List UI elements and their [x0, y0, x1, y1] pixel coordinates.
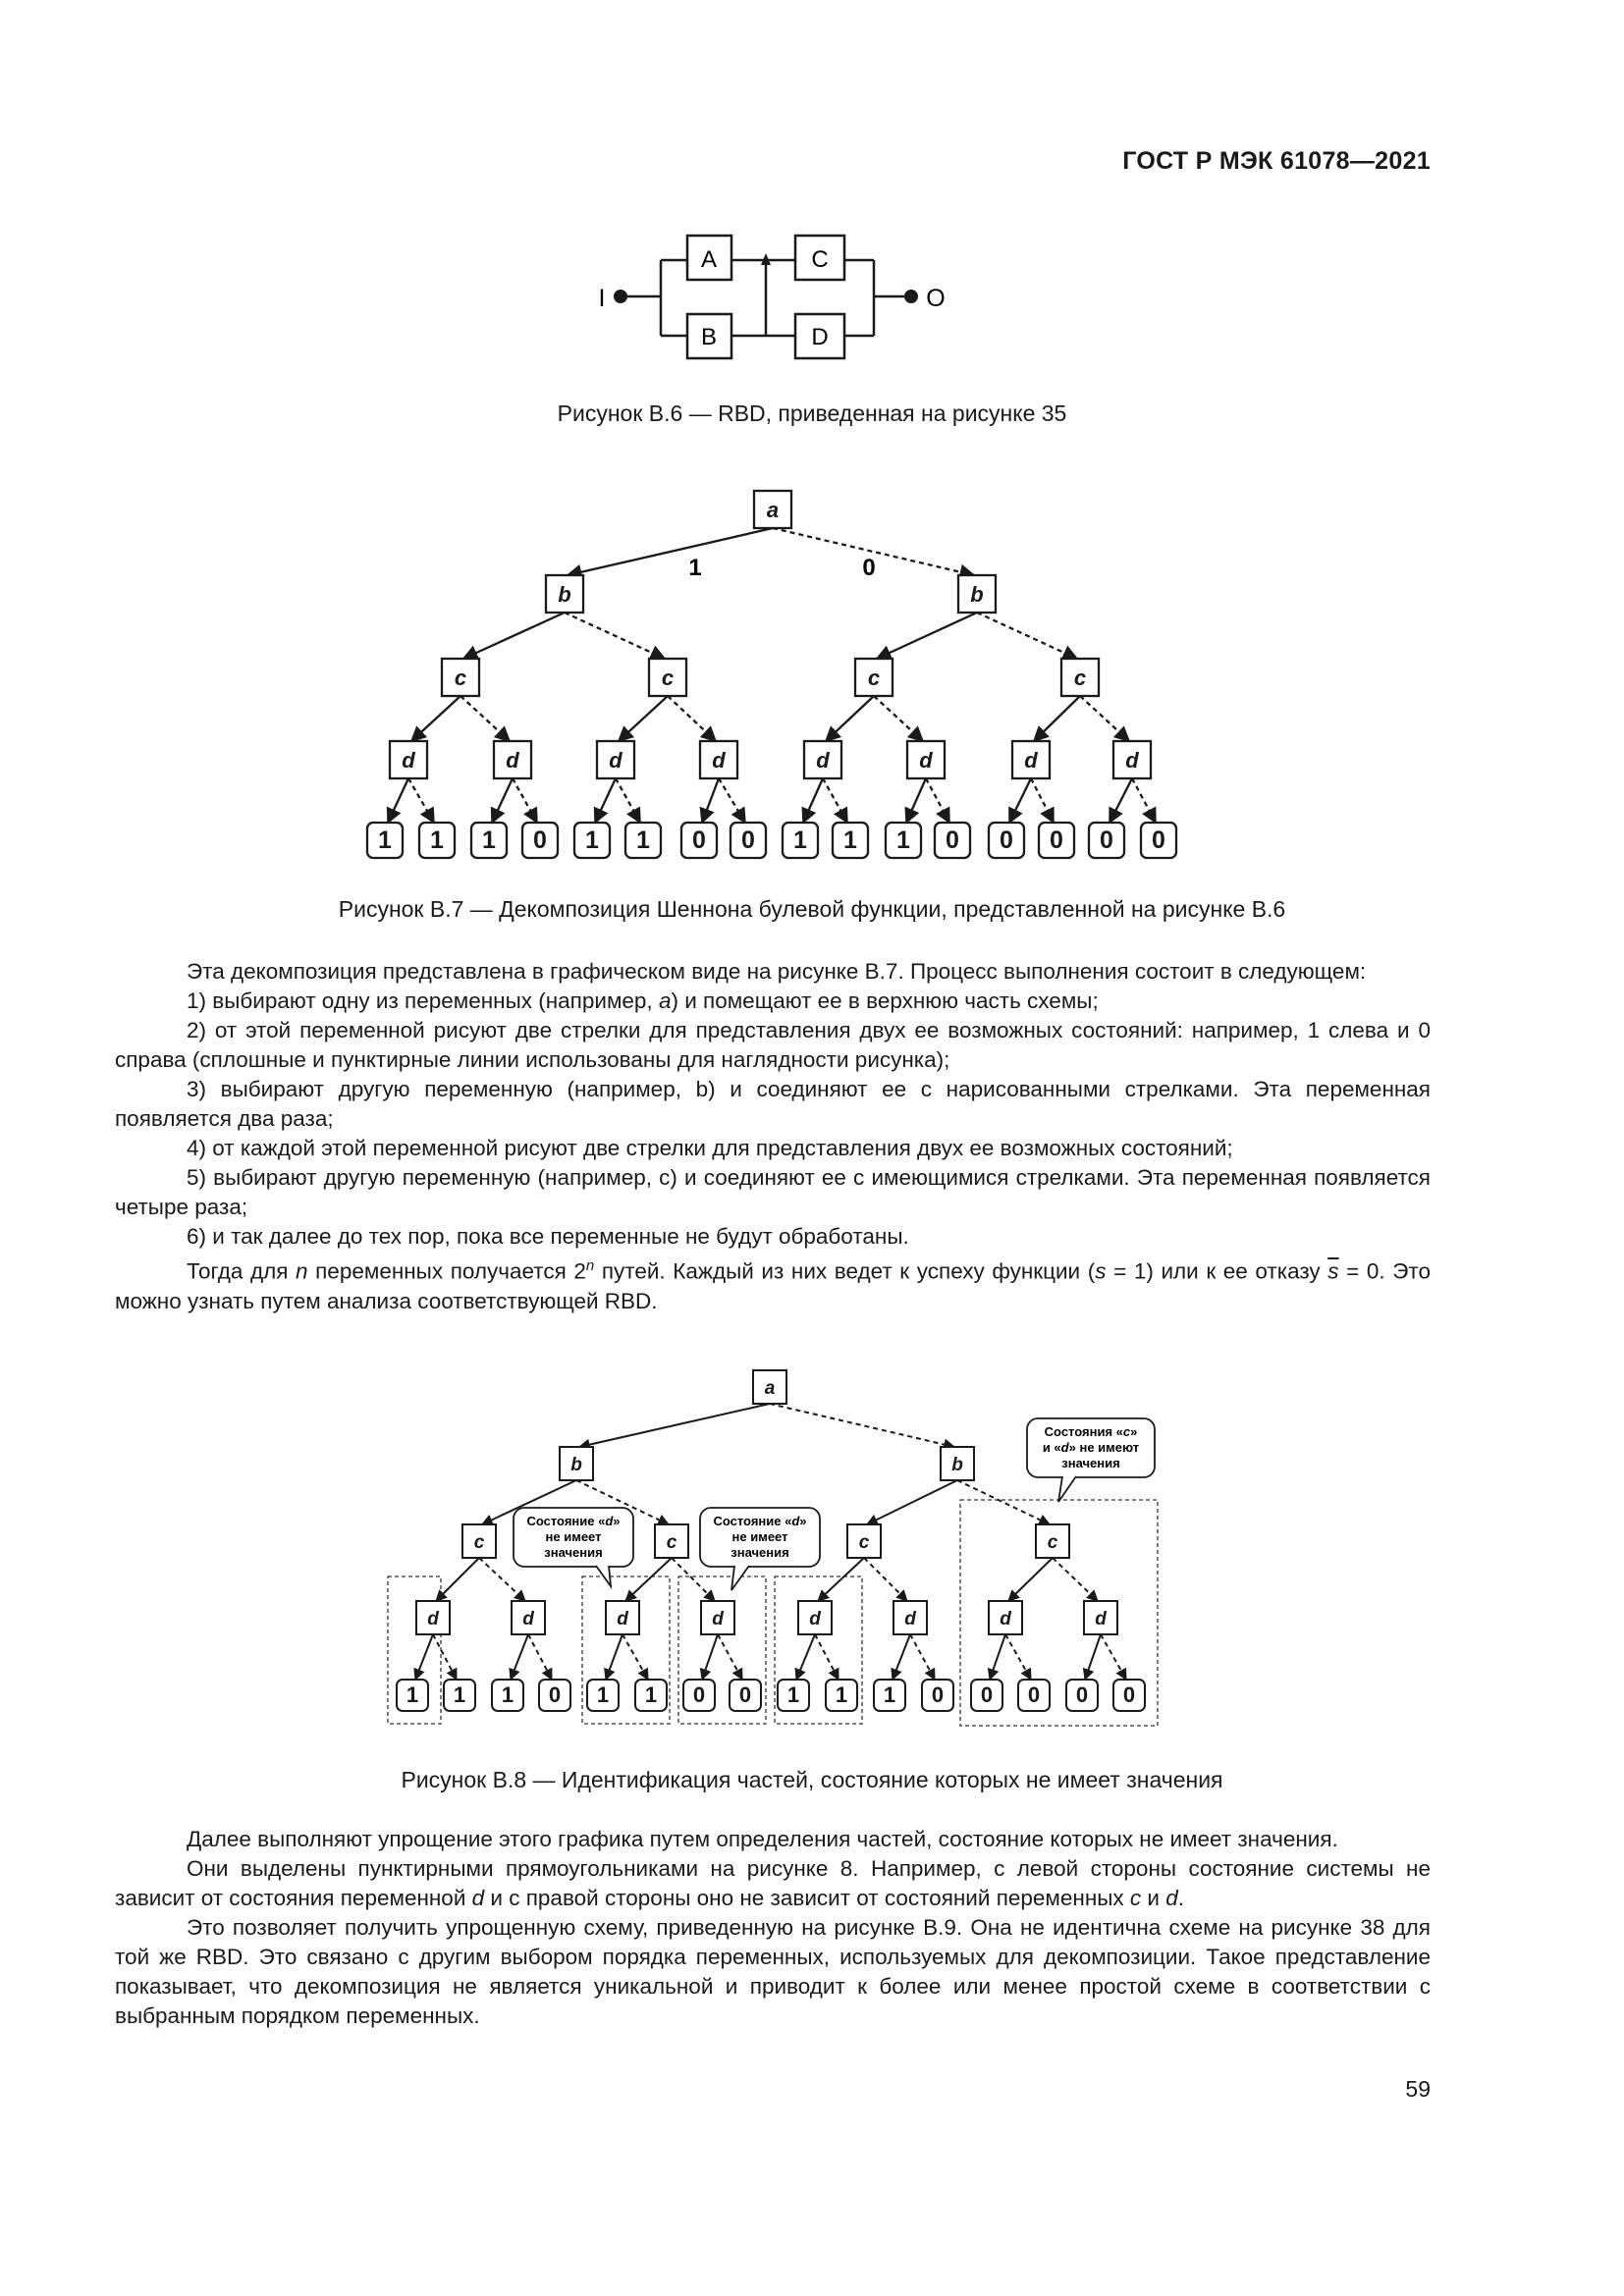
leaf-node: [826, 1680, 857, 1711]
svg-text:1: 1: [883, 1682, 896, 1708]
branch-true-arrow: [619, 696, 668, 741]
branch-false-arrow: [1132, 778, 1156, 823]
svg-text:1: 1: [453, 1682, 466, 1708]
branch-false-arrow: [565, 613, 665, 659]
svg-text:значения: значения: [1061, 1456, 1120, 1470]
branch-false-arrow: [433, 1634, 457, 1680]
leaf-node: [522, 823, 558, 858]
step-6: 6) и так далее до тех пор, пока все переменные не будут обработаны.: [187, 1224, 909, 1249]
leaf-node: [783, 823, 818, 858]
branch-true-arrow: [411, 696, 460, 741]
block-c-label: C: [811, 246, 829, 273]
svg-text:0: 0: [692, 827, 706, 855]
figure-b6-caption: Рисунок B.6 — RBD, приведенная на рисунке 35: [557, 400, 1067, 426]
svg-text:1: 1: [482, 827, 496, 855]
variable-node-a: [754, 491, 791, 528]
variable-node-d: [597, 741, 634, 778]
svg-text:значения: значения: [544, 1545, 603, 1560]
svg-text:d: d: [427, 1609, 439, 1630]
block-b-label: B: [700, 324, 718, 350]
figure-b7-shannon-tree: [0, 476, 1624, 869]
variable-node-d: [390, 741, 427, 778]
leaf-node: [492, 1680, 523, 1711]
svg-text:0: 0: [1122, 1682, 1136, 1708]
branch-false-arrow: [1005, 1634, 1031, 1680]
variable-node-d: [606, 1601, 639, 1634]
leaf-node: [935, 823, 970, 858]
branch-true-arrow: [463, 613, 565, 659]
variable-node-d: [512, 1601, 545, 1634]
branch-false-arrow: [719, 778, 745, 823]
svg-text:1: 1: [644, 1682, 658, 1708]
svg-text:c: c: [661, 665, 675, 690]
branch-true-arrow: [568, 528, 773, 575]
branch-true-arrow: [595, 778, 616, 823]
figure-b8-caption: Рисунок B.8 — Идентификация частей, состояние которых не имеет значения: [401, 1767, 1223, 1792]
branch-true-arrow: [1008, 1558, 1053, 1601]
callout-d-left: [514, 1508, 633, 1586]
branch-true-arrow: [1110, 778, 1132, 823]
branch-true-arrow: [826, 696, 874, 741]
branch-true-arrow: [893, 1634, 910, 1680]
svg-text:Состояние «d»: Состояние «d»: [526, 1514, 621, 1528]
branch-false-arrow: [815, 1634, 839, 1680]
leaf-node: [444, 1680, 475, 1711]
svg-text:b: b: [951, 1455, 963, 1476]
leaf-node: [922, 1680, 953, 1711]
page-number: 59: [1405, 2076, 1431, 2102]
figure-b8-dont-care-tree: [0, 1360, 1624, 1733]
variable-node-b: [941, 1447, 974, 1480]
leaf-node: [683, 1680, 715, 1711]
leaf-node: [367, 823, 403, 858]
branch-true-arrow: [702, 1634, 718, 1680]
svg-text:0: 0: [741, 827, 755, 855]
leaf-node: [1066, 1680, 1098, 1711]
leaf-node: [833, 823, 868, 858]
leaf-node: [1018, 1680, 1050, 1711]
leaf-node: [874, 1680, 905, 1711]
svg-text:Состояние «d»: Состояние «d»: [713, 1514, 807, 1528]
svg-text:1: 1: [596, 1682, 610, 1708]
svg-text:0: 0: [1152, 827, 1165, 855]
figure-b7-caption: Рисунок B.7 — Декомпозиция Шеннона булевой функции, представленной на рисунке B.6: [338, 896, 1286, 922]
branch-true-arrow: [511, 1634, 528, 1680]
step-5: 5) выбирают другую переменную (например, с) и соединяют ее с имеющимися стрелками. Эта переменная появляется четыре раза;: [115, 1165, 1431, 1219]
variable-node-d: [700, 741, 737, 778]
svg-text:1: 1: [786, 1682, 800, 1708]
svg-text:b: b: [970, 581, 984, 607]
svg-text:1: 1: [835, 1682, 848, 1708]
svg-text:d: d: [609, 747, 623, 773]
branch-true-arrow: [796, 1634, 815, 1680]
paragraph-paths: Тогда для n переменных получается 2$^n$ путей. Каждый из них ведет к успеху функции (s = 1) или к ее отказу $\overline{s} = 0$. Это можно узнать путем анализа соответствующей RBD.: [115, 1257, 1431, 1313]
output-label: O: [926, 285, 946, 312]
svg-text:1: 1: [378, 827, 392, 855]
variable-node-b: [958, 575, 996, 613]
variable-node-d: [804, 741, 841, 778]
branch-false-arrow: [874, 696, 923, 741]
svg-text:d: d: [904, 1609, 916, 1630]
leaf-node: [989, 823, 1024, 858]
variable-node-d: [416, 1601, 450, 1634]
svg-text:0: 0: [980, 1682, 994, 1708]
svg-text:d: d: [712, 1609, 724, 1630]
branch-true-arrow: [803, 778, 823, 823]
leaf-node: [419, 823, 455, 858]
branch-true-arrow: [579, 1404, 770, 1447]
svg-text:d: d: [522, 1609, 534, 1630]
input-label: I: [598, 285, 606, 312]
svg-text:1: 1: [636, 827, 650, 855]
branch-true-arrow: [1009, 778, 1031, 823]
variable-node-d: [1012, 741, 1050, 778]
svg-text:c: c: [1073, 665, 1087, 690]
svg-text:1: 1: [501, 1682, 514, 1708]
block-a-label: A: [700, 246, 718, 273]
svg-text:d: d: [617, 1609, 628, 1630]
branch-false-arrow: [408, 778, 434, 823]
branch-true-arrow: [625, 1558, 672, 1601]
leaf-node: [1141, 823, 1176, 858]
branch-true-arrow: [606, 1634, 623, 1680]
input-node: [614, 290, 627, 303]
svg-text:d: d: [712, 747, 726, 773]
leaf-node: [397, 1680, 428, 1711]
svg-text:0: 0: [1075, 1682, 1089, 1708]
svg-text:0: 0: [692, 1682, 706, 1708]
svg-text:0: 0: [946, 827, 959, 855]
leaf-node: [681, 823, 717, 858]
svg-text:a: a: [766, 497, 780, 522]
branch-false-arrow: [460, 696, 510, 741]
svg-text:d: d: [402, 747, 415, 773]
leaf-node: [1089, 823, 1124, 858]
branch-true-arrow: [867, 1480, 957, 1524]
svg-text:c: c: [867, 665, 881, 690]
variable-node-c: [655, 1524, 688, 1558]
callout-cd: [1027, 1418, 1155, 1502]
variable-node-d: [989, 1601, 1022, 1634]
branch-false-arrow: [1080, 696, 1129, 741]
paragraph: Это позволяет получить упрощенную схему, приведенную на рисунке B.9. Она не идентична схеме на рисунке 38 для той же RBD. Это связано с другим выбором порядка переменных, используемых для декомпозиции. Такое представление показывает, что декомпозиция не является уникальной и приводит к более или менее простой схеме в соответствии с выбранным порядком переменных.: [115, 1915, 1431, 2028]
svg-text:0: 0: [931, 1682, 945, 1708]
variable-node-d: [701, 1601, 734, 1634]
branch-true-arrow: [702, 778, 719, 823]
leaf-node: [587, 1680, 619, 1711]
svg-text:0: 0: [1027, 1682, 1041, 1708]
branch-true-arrow: [436, 1558, 479, 1601]
variable-node-d: [893, 1601, 927, 1634]
branch-false-arrow: [957, 1480, 1050, 1524]
document-id: ГОСТ Р МЭК 61078—2021: [1122, 147, 1431, 175]
paragraph: Эта декомпозиция представлена в графическом виде на рисунке B.7. Процесс выполнения состоит в следующем:: [187, 959, 1367, 984]
branch-false-arrow: [668, 696, 716, 741]
svg-text:1: 1: [430, 827, 444, 855]
svg-text:d: d: [1095, 1609, 1107, 1630]
svg-text:d: d: [1000, 1609, 1011, 1630]
step-3: 3) выбирают другую переменную (например, b) и соединяют ее с нарисованными стрелками. Эта переменная появляется два раза;: [115, 1077, 1431, 1131]
branch-true-arrow: [1034, 696, 1080, 741]
variable-node-d: [798, 1601, 832, 1634]
svg-text:d: d: [1024, 747, 1038, 773]
branch-false-arrow: [823, 778, 847, 823]
branch-false-arrow: [623, 1634, 648, 1680]
variable-node-c: [442, 659, 479, 696]
variable-node-c: [855, 659, 893, 696]
svg-text:0: 0: [1050, 827, 1063, 855]
leaf-node: [778, 1680, 809, 1711]
svg-text:и «d» не имеют: и «d» не имеют: [1042, 1440, 1140, 1455]
svg-text:0: 0: [1000, 827, 1013, 855]
branch-true-arrow: [990, 1634, 1005, 1680]
branch-false-arrow: [977, 613, 1077, 659]
variable-node-c: [1036, 1524, 1069, 1558]
branch-false-arrow: [718, 1634, 742, 1680]
variable-node-d: [494, 741, 531, 778]
step-4: 4) от каждой этой переменной рисуют две стрелки для представления двух ее возможных состояний;: [187, 1136, 1233, 1160]
leaf-node: [625, 823, 661, 858]
leaf-node: [1113, 1680, 1145, 1711]
svg-text:b: b: [570, 1455, 582, 1476]
branch-false-arrow: [1031, 778, 1054, 823]
svg-text:1: 1: [843, 827, 857, 855]
branch-label-false: 0: [862, 555, 876, 581]
leaf-node: [635, 1680, 667, 1711]
figure-b6-rbd: [0, 226, 1624, 373]
leaf-node: [730, 1680, 761, 1711]
svg-text:не имеет: не имеет: [545, 1529, 602, 1544]
block-d-label: D: [811, 324, 829, 350]
paragraph: Далее выполняют упрощение этого графика путем определения частей, состояние которых не имеет значения.: [187, 1827, 1338, 1851]
svg-text:Состояния «c»: Состояния «c»: [1044, 1424, 1138, 1439]
body-text-1: [115, 957, 1431, 1316]
branch-true-arrow: [492, 778, 513, 823]
variable-node-b: [560, 1447, 593, 1480]
branch-false-arrow: [926, 778, 949, 823]
branch-true-arrow: [388, 778, 408, 823]
step-1: 1) выбирают одну из переменных (например, a) и помещают ее в верхнюю часть схемы;: [187, 988, 1099, 1013]
branch-true-arrow: [906, 778, 926, 823]
branch-label-true: 1: [688, 555, 702, 581]
callout-d-right: [700, 1508, 820, 1590]
branch-false-arrow: [616, 778, 640, 823]
svg-text:d: d: [919, 747, 933, 773]
svg-text:b: b: [558, 581, 571, 607]
svg-text:c: c: [454, 665, 467, 690]
svg-text:c: c: [1047, 1532, 1058, 1554]
paragraph: Они выделены пунктирными прямоугольниками на рисунке 8. Например, с левой стороны состояние системы не зависит от состояния переменной d и с правой стороны оно не зависит от состояний переменных c и d.: [115, 1856, 1431, 1910]
leaf-node: [886, 823, 921, 858]
branch-false-arrow: [513, 778, 537, 823]
svg-text:c: c: [858, 1532, 870, 1554]
leaf-node: [574, 823, 610, 858]
leaf-node: [1039, 823, 1074, 858]
svg-text:d: d: [506, 747, 519, 773]
branch-true-arrow: [415, 1634, 433, 1680]
branch-true-arrow: [1085, 1634, 1101, 1680]
branch-false-arrow: [770, 1404, 954, 1447]
svg-text:c: c: [666, 1532, 677, 1554]
svg-text:1: 1: [406, 1682, 419, 1708]
leaf-node: [471, 823, 507, 858]
variable-node-d: [1113, 741, 1151, 778]
svg-text:1: 1: [896, 827, 910, 855]
svg-text:0: 0: [738, 1682, 752, 1708]
svg-text:значения: значения: [731, 1545, 789, 1560]
branch-false-arrow: [528, 1634, 552, 1680]
leaf-node: [539, 1680, 570, 1711]
svg-text:d: d: [816, 747, 830, 773]
branch-false-arrow: [1053, 1558, 1098, 1601]
step-2: 2) от этой переменной рисуют две стрелки для представления двух ее возможных состояний: например, 1 слева и 0 справа (сплошные и пунктирные линии использованы для наглядности рисунка);: [115, 1018, 1431, 1072]
svg-text:a: a: [764, 1378, 776, 1400]
variable-node-b: [546, 575, 583, 613]
svg-text:0: 0: [533, 827, 547, 855]
variable-node-c: [847, 1524, 881, 1558]
svg-text:1: 1: [585, 827, 599, 855]
leaf-node: [971, 1680, 1002, 1711]
variable-node-d: [1084, 1601, 1117, 1634]
variable-node-c: [462, 1524, 496, 1558]
body-text-2: [115, 1825, 1431, 2031]
branch-true-arrow: [877, 613, 977, 659]
svg-text:0: 0: [548, 1682, 562, 1708]
variable-node-c: [1061, 659, 1099, 696]
output-node: [904, 290, 918, 303]
svg-text:не имеет: не имеет: [731, 1529, 788, 1544]
svg-text:d: d: [1125, 747, 1139, 773]
variable-node-a: [753, 1370, 786, 1404]
svg-text:1: 1: [793, 827, 807, 855]
branch-false-arrow: [864, 1558, 907, 1601]
branch-false-arrow: [1101, 1634, 1126, 1680]
branch-true-arrow: [818, 1558, 864, 1601]
svg-text:d: d: [809, 1609, 821, 1630]
branch-false-arrow: [910, 1634, 935, 1680]
svg-text:c: c: [473, 1532, 485, 1554]
variable-node-d: [907, 741, 945, 778]
svg-text:0: 0: [1100, 827, 1113, 855]
variable-node-c: [649, 659, 686, 696]
leaf-node: [731, 823, 766, 858]
